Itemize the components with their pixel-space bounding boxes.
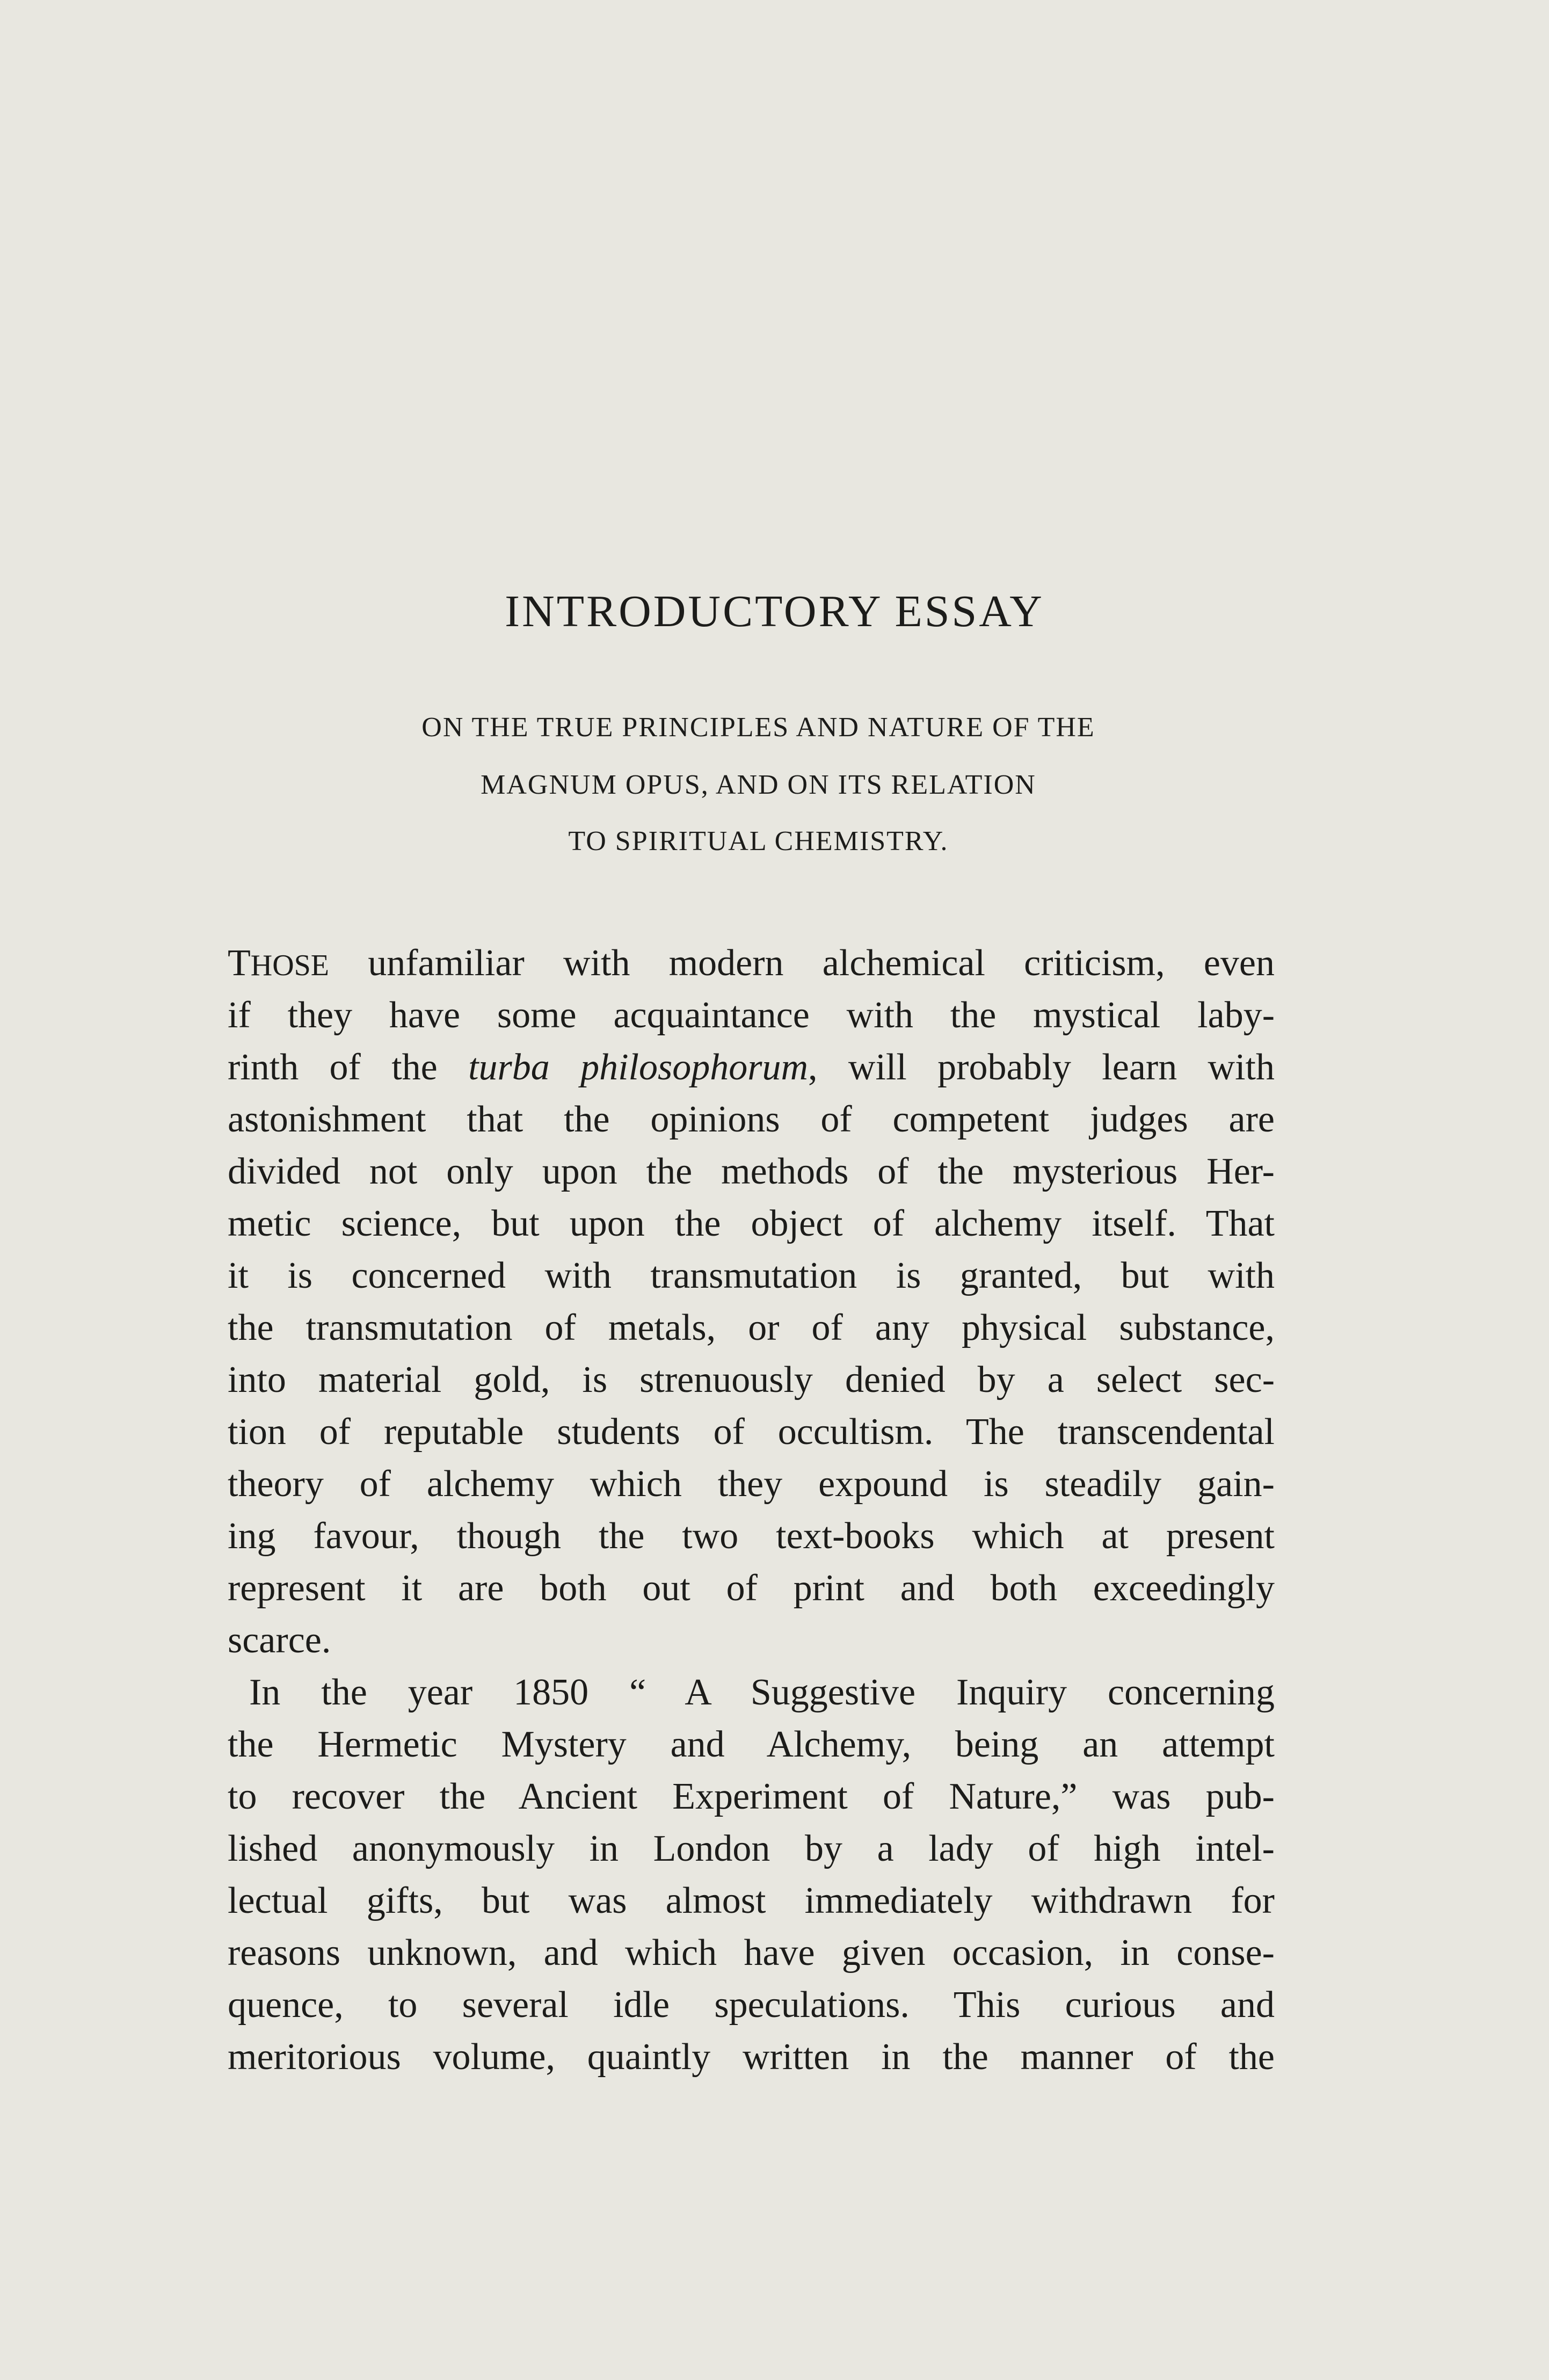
- paragraph-1-line: [228, 1041, 1275, 1093]
- subtitle-line-2: MAGNUM OPUS, AND ON ITS RELATION: [481, 770, 1036, 800]
- italic-title: turba philosophorum: [468, 1047, 809, 1088]
- line-text: rinth of the: [228, 1047, 469, 1088]
- paragraph-1-line: metic science, but upon the object of alchemy itself. That: [228, 1203, 1275, 1244]
- subtitle-line-1: ON THE TRUE PRINCIPLES AND NATURE OF THE: [421, 712, 1095, 743]
- paragraph-1-line: if they have some acquaintance with the mystical laby-: [228, 995, 1275, 1036]
- paragraph-2-line: meritorious volume, quaintly written in the manner of the: [228, 2036, 1275, 2078]
- small-caps-word: HOSE: [250, 949, 329, 982]
- paragraph-1-line: the transmutation of metals, or of any physical substance,: [228, 1307, 1275, 1348]
- essay-title: INTRODUCTORY ESSAY: [505, 586, 1044, 636]
- paragraph-1-line: ing favour, though the two text-books which at present: [228, 1515, 1275, 1557]
- small-caps-initial: T: [228, 942, 251, 984]
- paragraph-1-line: scarce.: [228, 1620, 331, 1661]
- paragraph-1-line: tion of reputable students of occultism. The transcendental: [228, 1411, 1275, 1453]
- paragraph-1-line: divided not only upon the methods of the mysterious Her-: [228, 1151, 1275, 1192]
- body-text: [228, 937, 1275, 2083]
- paragraph-2-line: lectual gifts, but was almost immediately withdrawn for: [228, 1880, 1275, 1921]
- paragraph-1-line: astonishment that the opinions of competent judges are: [228, 1099, 1275, 1140]
- paragraph-1-line: into material gold, is strenuously denied by a select sec-: [228, 1359, 1275, 1401]
- paragraph-2-line: to recover the Ancient Experiment of Nature,” was pub-: [228, 1776, 1275, 1817]
- paragraph-1-line: theory of alchemy which they expound is steadily gain-: [228, 1463, 1275, 1505]
- paragraph-1-line: it is concerned with transmutation is granted, but with: [228, 1255, 1275, 1296]
- paragraph-2-line: lished anonymously in London by a lady of high intel-: [228, 1828, 1275, 1869]
- subtitle-line-3: TO SPIRITUAL CHEMISTRY.: [568, 826, 949, 857]
- paragraph-1-line: represent it are both out of print and both exceedingly: [228, 1568, 1275, 1609]
- paragraph-2-line: reasons unknown, and which have given occasion, in conse-: [228, 1932, 1275, 1973]
- paragraph-2-line: the Hermetic Mystery and Alchemy, being an attempt: [228, 1724, 1275, 1765]
- paragraph-2-line: quence, to several idle speculations. This curious and: [228, 1984, 1275, 2026]
- line-text: unfamiliar with modern alchemical criticism, even: [329, 942, 1275, 984]
- paragraph-2-line: In the year 1850 “ A Suggestive Inquiry concerning: [249, 1672, 1275, 1713]
- paragraph-1-line: [228, 937, 1275, 989]
- line-text: , will probably learn with: [808, 1047, 1275, 1088]
